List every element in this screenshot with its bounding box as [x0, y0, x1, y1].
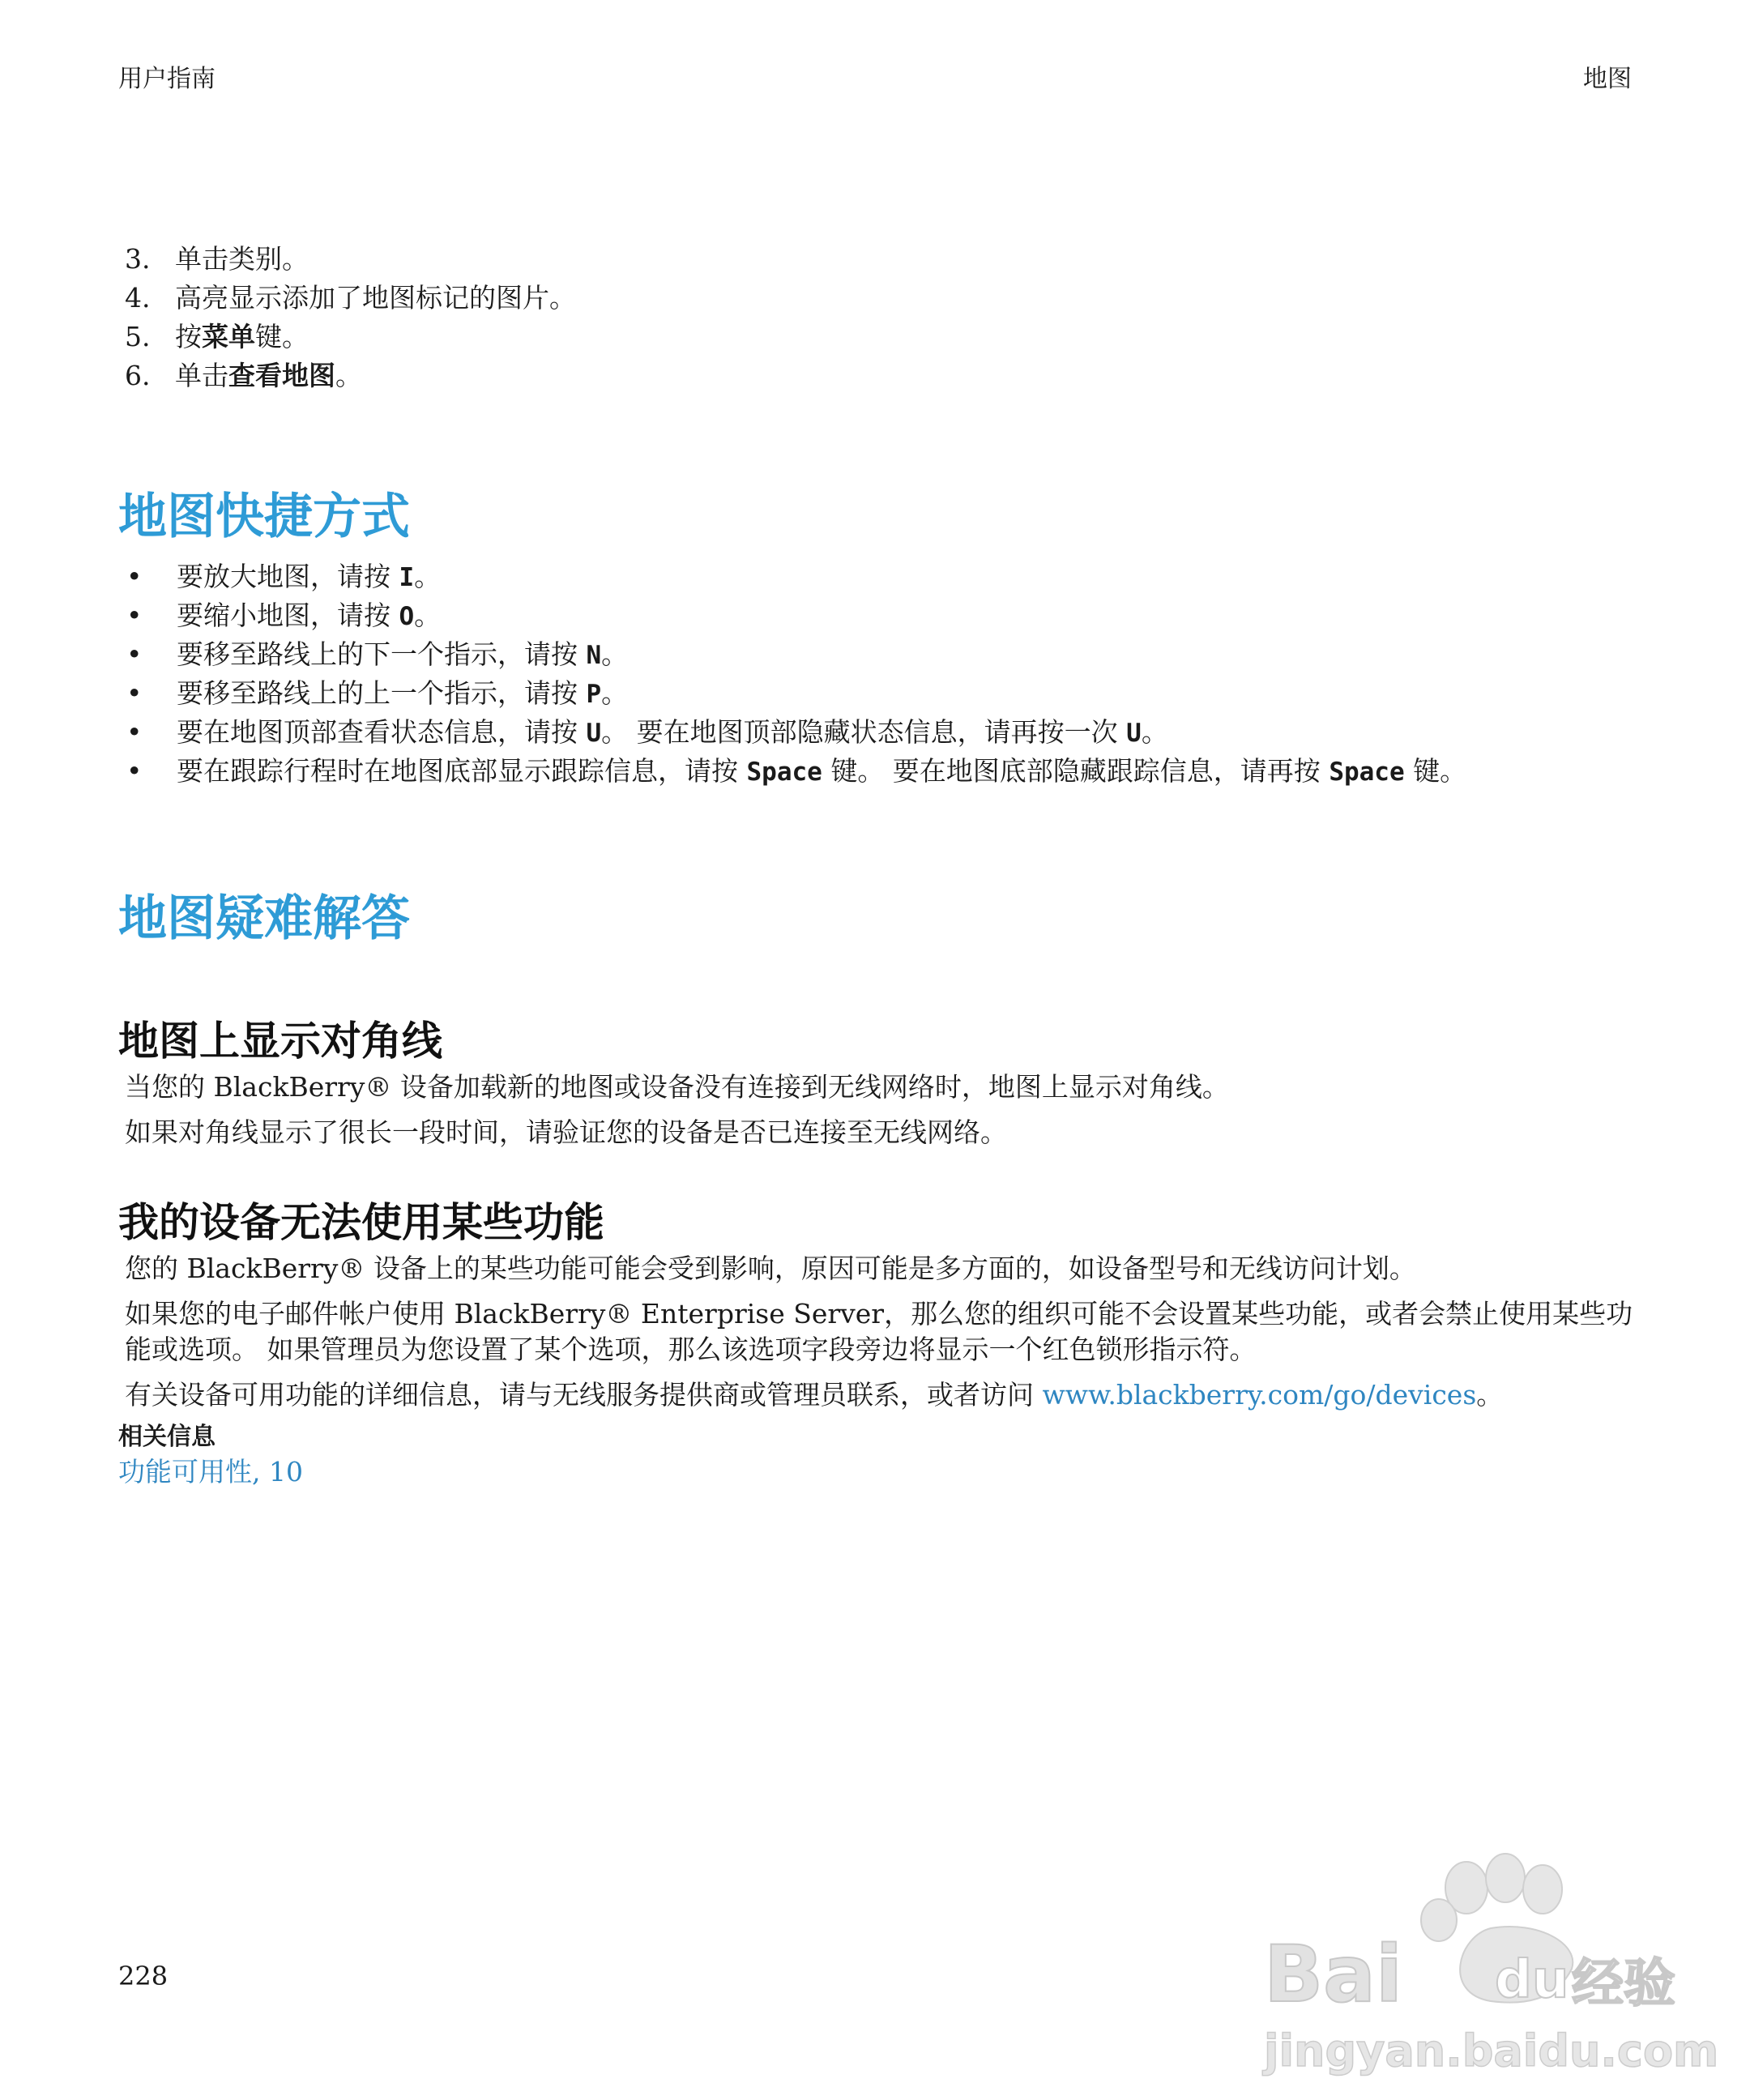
list-item: • 要在跟踪行程时在地图底部显示跟踪信息，请按 Space 键。 要在地图底部隐藏跟踪信息，请再按 Space 键。 — [118, 752, 1641, 791]
list-item: • 要在地图顶部查看状态信息，请按 U。 要在地图顶部隐藏状态信息，请再按一次 U。 — [118, 713, 1641, 752]
paragraph: 如果对角线显示了很长一段时间，请验证您的设备是否已连接至无线网络。 — [125, 1116, 1007, 1148]
section-heading-troubleshooting: 地图疑难解答 — [118, 890, 410, 947]
list-item: 6. 单击查看地图。 — [125, 360, 362, 391]
page-number: 228 — [118, 1961, 169, 1991]
bullet-icon: • — [126, 600, 143, 631]
subheading-diagonal-lines: 地图上显示对角线 — [118, 1018, 442, 1065]
list-item: • 要移至路线上的下一个指示，请按 N。 — [118, 635, 1641, 674]
steps-list — [118, 240, 1641, 395]
watermark-brand-text: Bai — [1264, 1929, 1402, 2020]
ui-term: 查看地图 — [228, 360, 335, 391]
paragraph: 当您的 BlackBerry® 设备加载新的地图或设备没有连接到无线网络时，地图上显示对角线。 — [125, 1071, 1229, 1103]
svg-text:经验: 经验 — [1572, 1954, 1675, 2014]
bullet-icon: • — [126, 716, 143, 748]
svg-text:du: du — [1495, 1950, 1569, 2010]
paragraph: 您的 BlackBerry® 设备上的某些功能可能会受到影响，原因可能是多方面的，如设备型号和无线访问计划。 — [125, 1253, 1416, 1284]
related-info-heading: 相关信息 — [118, 1423, 216, 1451]
key-label: Space — [1329, 758, 1405, 787]
page-content — [118, 240, 1641, 1491]
subheading-features-unavailable: 我的设备无法使用某些功能 — [118, 1199, 604, 1246]
ui-term: 菜单 — [202, 321, 255, 352]
header-guide-title: 用户指南 — [118, 65, 216, 93]
list-item: 4. 高亮显示添加了地图标记的图片。 — [125, 282, 576, 314]
key-label: U — [586, 719, 602, 748]
devices-link[interactable]: www.blackberry.com/go/devices — [1042, 1379, 1477, 1411]
section-heading-shortcuts: 地图快捷方式 — [118, 489, 410, 545]
watermark-url-text: jingyan.baidu.com — [1264, 2025, 1719, 2077]
baidu-watermark-logo — [1248, 1839, 1719, 2082]
paragraph: 有关设备可用功能的详细信息，请与无线服务提供商或管理员联系，或者访问 www.blackberry.com/go/devices。 — [125, 1379, 1504, 1411]
key-label: O — [399, 602, 415, 631]
key-label: P — [586, 680, 602, 709]
related-info-link[interactable]: 功能可用性, 10 — [118, 1456, 303, 1488]
key-label: I — [399, 563, 415, 592]
list-item: • 要放大地图，请按 I。 — [118, 557, 1641, 596]
bullet-icon: • — [126, 677, 143, 709]
bullet-icon: • — [126, 561, 143, 592]
list-item: • 要缩小地图，请按 O。 — [118, 596, 1641, 635]
bullet-icon: • — [126, 638, 143, 670]
shortcuts-list — [118, 557, 1641, 791]
header-chapter-title: 地图 — [1583, 65, 1632, 93]
list-item: • 要移至路线上的上一个指示，请按 P。 — [118, 674, 1641, 713]
paragraph: 如果您的电子邮件帐户使用 BlackBerry® Enterprise Server，那么您的组织可能不会设置某些功能，或者会禁止使用某些功能或选项。 如果管理员为您设置了某个选项，那么该选项字段旁边将显示一个红色锁形指示符。 — [125, 1298, 1633, 1365]
list-item: 3. 单击类别。 — [125, 243, 309, 275]
bullet-icon: • — [126, 755, 143, 787]
key-label: N — [586, 641, 602, 670]
list-item: 5. 按菜单键。 — [125, 321, 309, 352]
key-label: U — [1126, 719, 1142, 748]
key-label: Space — [746, 758, 822, 787]
